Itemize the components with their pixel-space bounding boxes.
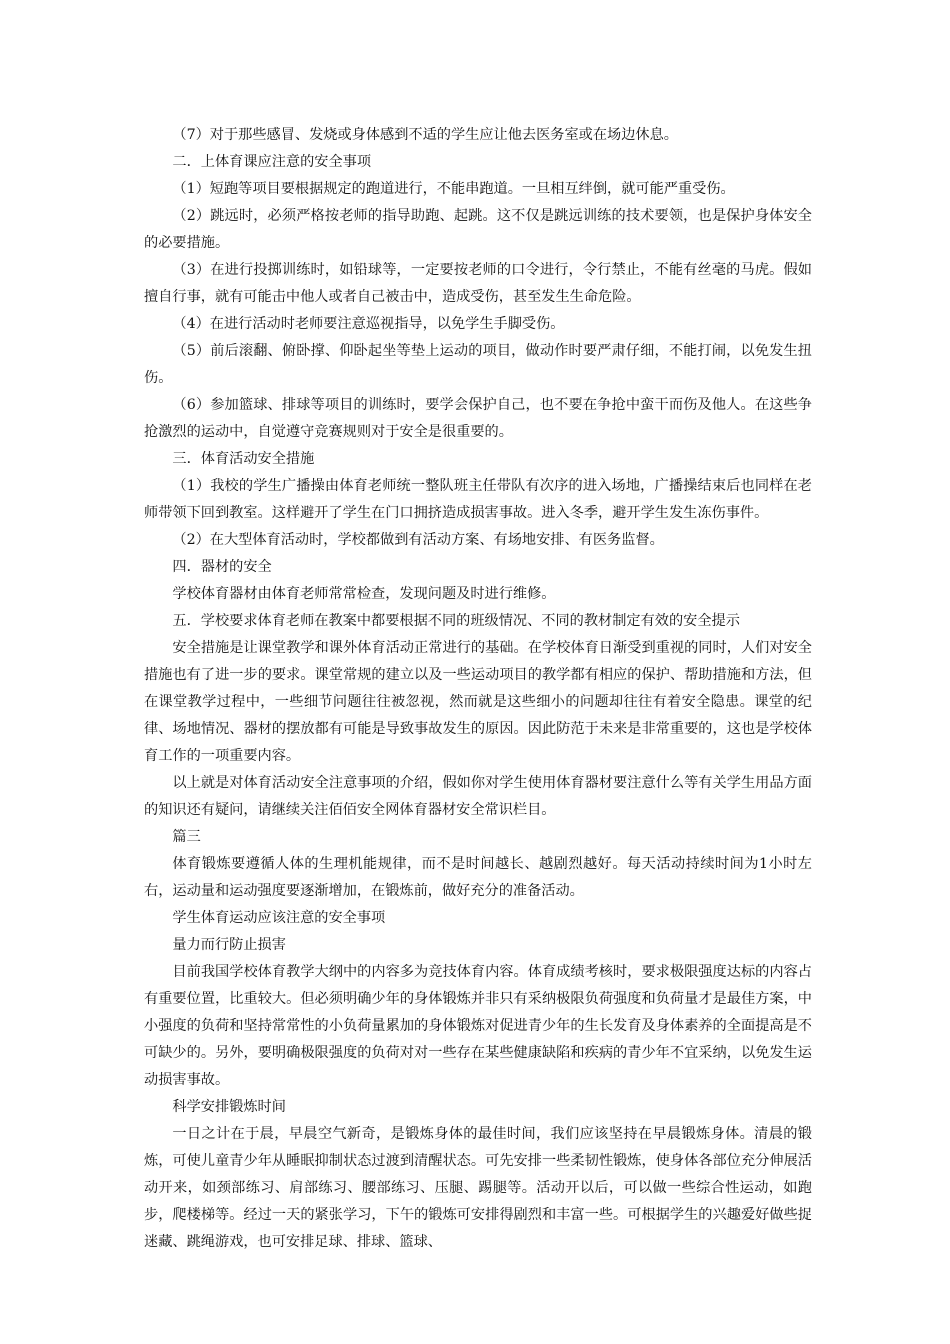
paragraph-item-7: （7）对于那些感冒、发烧或身体感到不适的学生应让他去医务室或在场边休息。 — [172, 127, 678, 143]
paragraph-large-events: （2）在大型体育活动时，学校都做到有活动方案、有场地安排、有医务监督。 — [172, 532, 664, 548]
subheading-moderation: 量力而行防止损害 — [172, 937, 286, 953]
paragraph-curriculum: 目前我国学校体育教学大纲中的内容多为竞技体育内容。体育成绩考核时，要求极限强度达标的内容占有重要位置，比重较大。但必须明确少年的身体锻炼并非只有采纳极限负荷强度和负荷量才是最佳方案，中小强度的负荷和坚持常常性的小负荷量累加的身体锻炼对促进青少年的生长发育及身体素养的全面提高是不可缺少的。另外，要明确极限强度的负荷对对一些存在某些健康缺陷和疾病的青少年不宜采纳，以免发生运动损害事故。 — [144, 964, 812, 1088]
paragraph-summary: 以上就是对体育活动安全注意事项的介绍，假如你对学生使用体育器材要注意什么等有关学生用品方面的知识还有疑问，请继续关注佰佰安全网体育器材安全常识栏目。 — [144, 775, 812, 818]
section-heading-2: 二．上体育课应注意的安全事项 — [172, 154, 372, 170]
paragraph-mat-exercise: （5）前后滚翻、俯卧撑、仰卧起坐等垫上运动的项目，做动作时要严肃仔细，不能打闹，以免发生扭伤。 — [144, 343, 812, 386]
paragraph-throwing: （3）在进行投掷训练时，如铅球等，一定要按老师的口令进行，令行禁止，不能有丝毫的马虎。假如擅自行事，就有可能击中他人或者自己被击中，造成受伤，甚至发生生命危险。 — [144, 262, 812, 305]
document-page — [144, 122, 812, 1256]
paragraph-supervision: （4）在进行活动时老师要注意巡视指导，以免学生手脚受伤。 — [172, 316, 565, 332]
paragraph-physiology: 体育锻炼要遵循人体的生理机能规律，而不是时间越长、越剧烈越好。每天活动持续时间为1小时左右，运动量和运动强度要逐渐增加，在锻炼前，做好充分的准备活动。 — [144, 856, 812, 899]
section-heading-4: 四．器材的安全 — [172, 559, 272, 575]
paragraph-sprint: （1）短跑等项目要根据规定的跑道进行，不能串跑道。一旦相互绊倒，就可能严重受伤。 — [172, 181, 735, 197]
paragraph-equipment-check: 学校体育器材由体育老师常常检查，发现问题及时进行维修。 — [172, 586, 556, 602]
part-heading-3: 篇三 — [172, 829, 201, 845]
section-heading-3: 三．体育活动安全措施 — [172, 451, 315, 467]
paragraph-safety-measures: 安全措施是让课堂教学和课外体育活动正常进行的基础。在学校体育日渐受到重视的同时，人们对安全措施也有了进一步的要求。课堂常规的建立以及一些运动项目的教学都有相应的保护、帮助措施和方法，但在课堂教学过程中，一些细节问题往往被忽视，然而就是这些细小的问题却往往有着安全隐患。课堂的纪律、场地情况、器材的摆放都有可能是导致事故发生的原因。因此防范于未来是非常重要的，这也是学校体育工作的一项重要内容。 — [144, 640, 812, 764]
paragraph-ball-games: （6）参加篮球、排球等项目的训练时，要学会保护自己，也不要在争抢中蛮干而伤及他人。在这些争抢激烈的运动中，自觉遵守竞赛规则对于安全是很重要的。 — [144, 397, 812, 440]
paragraph-morning-exercise: 一日之计在于晨，早晨空气新奇，是锻炼身体的最佳时间，我们应该坚持在早晨锻炼身体。清晨的锻炼，可使儿童青少年从睡眠抑制状态过渡到清醒状态。可先安排一些柔韧性锻炼，使身体各部位充分伸展活动开来，如颈部练习、肩部练习、腰部练习、压腿、踢腿等。活动开以后，可以做一些综合性运动，如跑步，爬楼梯等。经过一天的紧张学习，下午的锻炼可安排得剧烈和丰富一些。可根据学生的兴趣爱好做些捉迷藏、跳绳游戏，也可安排足球、排球、篮球、 — [144, 1126, 812, 1250]
subheading-student-safety: 学生体育运动应该注意的安全事项 — [172, 910, 386, 926]
paragraph-long-jump: （2）跳远时，必须严格按老师的指导助跑、起跳。这不仅是跳远训练的技术要领，也是保护身体安全的必要措施。 — [144, 208, 812, 251]
section-heading-5: 五．学校要求体育老师在教案中都要根据不同的班级情况、不同的教材制定有效的安全提示 — [172, 613, 740, 629]
paragraph-broadcast-exercise: （1）我校的学生广播操由体育老师统一整队班主任带队有次序的进入场地，广播操结束后也同样在老师带领下回到教室。这样避开了学生在门口拥挤造成损害事故。进入冬季，避开学生发生冻伤事件。 — [144, 478, 812, 521]
subheading-schedule: 科学安排锻炼时间 — [172, 1099, 286, 1115]
